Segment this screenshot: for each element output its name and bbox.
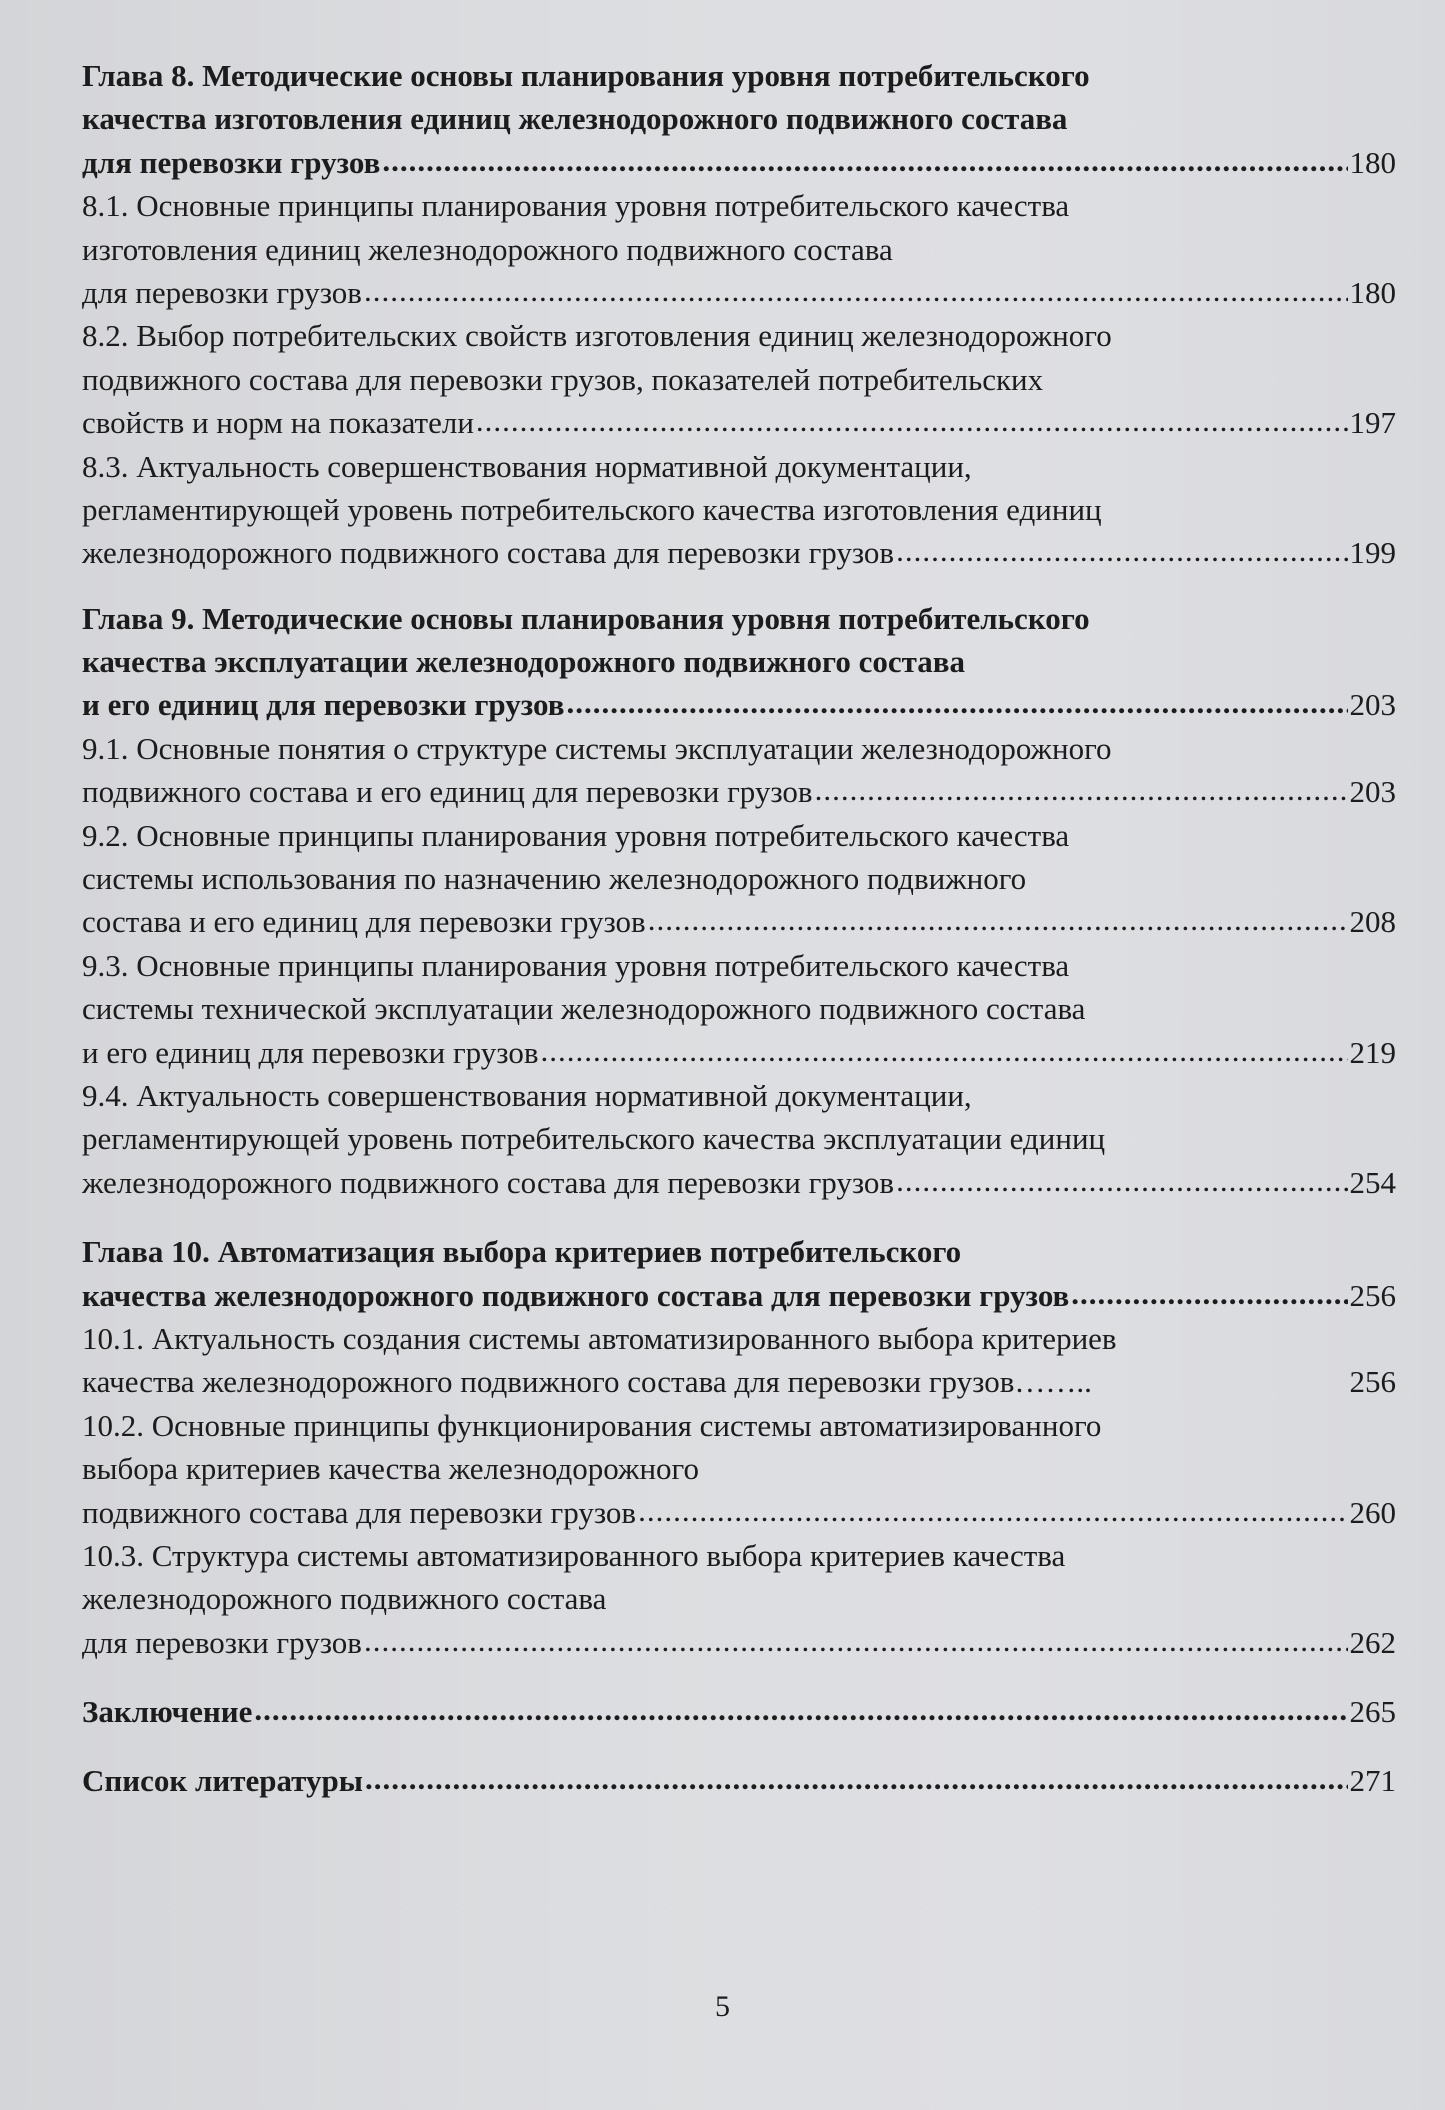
toc-chapter-9-line-3: и его единиц для перевозки грузов ..... 203 [82, 683, 1396, 726]
toc-section-8-2-line-3: свойств и норм на показатели ..... 197 [82, 401, 1396, 444]
page-ref: 256 [1349, 1277, 1396, 1313]
toc-section-10-3-line-1: 10.3. Структура системы автоматизированного выбора критериев качества [82, 1537, 1066, 1573]
toc-section-9-3-line-1: 9.3. Основные принципы планирования уровня потребительского качества [82, 947, 1070, 983]
leader-dots [382, 139, 1347, 182]
page-ref: 254 [1349, 1164, 1396, 1200]
leader-dots [365, 1757, 1348, 1800]
page-ref: 256 [1349, 1364, 1396, 1400]
toc-chapter-10-line-2: качества железнодорожного подвижного состава для перевозки грузов ..... 256 [82, 1274, 1396, 1317]
toc-chapter-10-line-1: Глава 10. Автоматизация выбора критериев потребительского [82, 1234, 962, 1270]
toc-chapter-8-line-2: качества изготовления единиц железнодорожного подвижного состава [82, 101, 1068, 137]
page-ref: 203 [1349, 774, 1396, 810]
leader-dots [638, 1489, 1347, 1532]
toc-section-10-2-line-1: 10.2. Основные принципы функционирования системы автоматизированного [82, 1407, 1102, 1443]
leader-dots [540, 1029, 1347, 1072]
leader-dots [815, 768, 1348, 811]
toc-section-9-1-line-2: подвижного состава и его единиц для перевозки грузов ..... 203 [82, 770, 1396, 813]
leader-dots [254, 1688, 1347, 1731]
page-ref: 265 [1349, 1694, 1396, 1730]
table-of-contents [82, 54, 1396, 1803]
toc-section-9-3-line-2: системы технической эксплуатации железнодорожного подвижного состава [82, 991, 1086, 1027]
page-ref: 271 [1349, 1763, 1396, 1799]
toc-section-9-2-line-1: 9.2. Основные принципы планирования уровня потребительского качества [82, 817, 1070, 853]
leader-dots [364, 269, 1348, 312]
leader-dots [1071, 1272, 1347, 1315]
toc-chapter-8-line-1: Глава 8. Методические основы планирования уровня потребительского [82, 58, 1090, 93]
page-number: 5 [715, 1990, 730, 2023]
leader-dots [364, 1619, 1348, 1662]
toc-section-9-4-line-1: 9.4. Актуальность совершенствования нормативной документации, [82, 1077, 972, 1113]
toc-section-9-2-line-2: системы использования по назначению железнодорожного подвижного [82, 861, 1027, 897]
toc-section-8-1-line-2: изготовления единиц железнодорожного подвижного состава [82, 231, 893, 267]
toc-conclusion: Заключение ..... 265 [82, 1690, 1396, 1733]
page-ref: 180 [1349, 274, 1396, 310]
toc-chapter-9-line-1: Глава 9. Методические основы планирования уровня потребительского [82, 600, 1090, 636]
toc-section-8-1-line-3: для перевозки грузов ..... 180 [82, 271, 1396, 314]
toc-section-9-1-line-1: 9.1. Основные понятия о структуре системы эксплуатации железнодорожного [82, 730, 1112, 766]
page-ref: 260 [1349, 1494, 1396, 1530]
page-ref: 199 [1349, 535, 1396, 571]
toc-section-8-3-line-1: 8.3. Актуальность совершенствования нормативной документации, [82, 448, 972, 484]
toc-section-9-3-line-3: и его единиц для перевозки грузов ..... 219 [82, 1031, 1396, 1074]
page-ref: 203 [1349, 687, 1396, 723]
toc-section-10-1-line-2: качества железнодорожного подвижного состава для перевозки грузов…….. 256 [82, 1360, 1396, 1403]
toc-section-10-2-line-3: подвижного состава для перевозки грузов ..... 260 [82, 1491, 1396, 1534]
toc-section-8-3-line-2: регламентирующей уровень потребительского качества изготовления единиц [82, 491, 1102, 527]
toc-section-8-1-line-1: 8.1. Основные принципы планирования уровня потребительского качества [82, 188, 1070, 224]
toc-section-8-2-line-2: подвижного состава для перевозки грузов, показателей потребительских [82, 361, 1044, 397]
toc-section-10-3-line-2: железнодорожного подвижного состава [82, 1581, 607, 1617]
page-ref: 197 [1349, 405, 1396, 441]
toc-references: Список литературы ..... 271 [82, 1759, 1396, 1802]
page-ref: 262 [1349, 1624, 1396, 1660]
toc-section-9-4-line-2: регламентирующей уровень потребительского качества эксплуатации единиц [82, 1121, 1106, 1157]
toc-section-9-4-line-3: железнодорожного подвижного состава для перевозки грузов ..... 254 [82, 1161, 1396, 1204]
toc-chapter-9-line-2: качества эксплуатации железнодорожного подвижного состава [82, 644, 965, 680]
toc-chapter-8-line-3: для перевозки грузов ..... 180 [82, 141, 1396, 184]
toc-section-8-2-line-1: 8.2. Выбор потребительских свойств изготовления единиц железнодорожного [82, 318, 1112, 354]
leader-dots [896, 529, 1347, 572]
toc-section-9-2-line-3: состава и его единиц для перевозки грузов ..... 208 [82, 900, 1396, 943]
leader-dots [566, 681, 1347, 724]
leader-dots [476, 399, 1348, 442]
toc-section-10-3-line-3: для перевозки грузов ..... 262 [82, 1621, 1396, 1664]
page-ref: 180 [1349, 144, 1396, 180]
leader-dots [896, 1159, 1347, 1202]
page-ref: 208 [1349, 904, 1396, 940]
toc-section-8-3-line-3: железнодорожного подвижного состава для перевозки грузов ..... 199 [82, 531, 1396, 574]
page-ref: 219 [1349, 1034, 1396, 1070]
toc-section-10-2-line-2: выбора критериев качества железнодорожного [82, 1451, 699, 1487]
toc-section-10-1-line-1: 10.1. Актуальность создания системы автоматизированного выбора критериев [82, 1320, 1117, 1356]
leader-dots [648, 898, 1348, 941]
